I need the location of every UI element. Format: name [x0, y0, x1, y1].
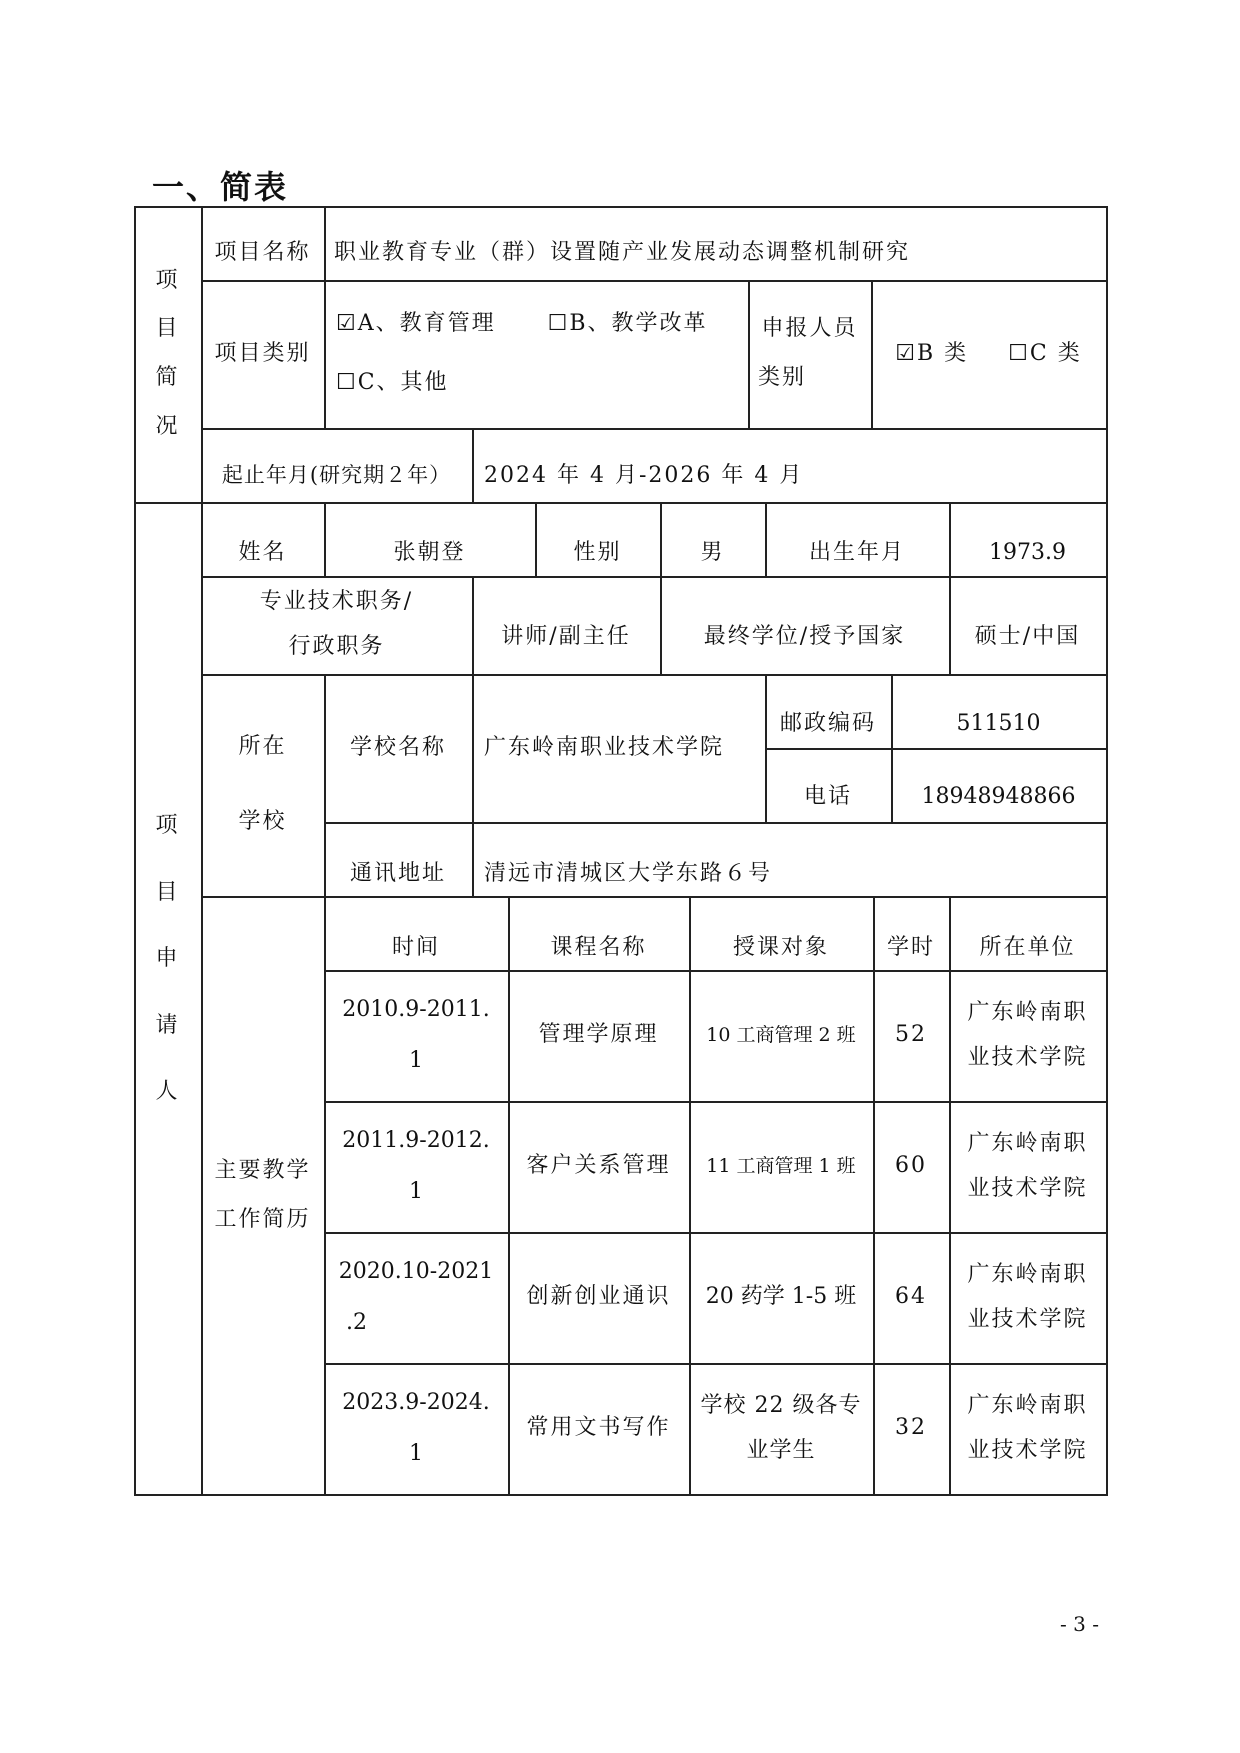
applicant-type-option-b[interactable]: ☑B 类 [895, 340, 969, 366]
row-time: 2010.9-2011. 1 [342, 996, 490, 1073]
row-unit: 广东岭南职 业技术学院 [967, 1130, 1088, 1201]
row-hours: 52 [895, 1022, 927, 1048]
birth-value: 1973.9 [989, 539, 1066, 565]
teaching-header-time: 时间 [391, 934, 440, 960]
gender-value: 男 [700, 539, 725, 565]
gender-label: 性别 [573, 539, 622, 565]
teaching-header-unit: 所在单位 [979, 934, 1076, 960]
name-label: 姓名 [238, 539, 287, 565]
address-value: 清远市清城区大学东路６号 [484, 860, 773, 886]
applicant-type-label: 申报人员 类别 [758, 316, 858, 390]
project-name-value: 职业教育专业（群）设置随产业发展动态调整机制研究 [334, 239, 911, 265]
row-course: 客户关系管理 [526, 1153, 671, 1179]
row-target: 学校 22 级各专 业学生 [700, 1392, 862, 1463]
degree-label: 最终学位/授予国家 [703, 623, 906, 649]
row-unit: 广东岭南职 业技术学院 [967, 1392, 1088, 1463]
row-time: 2023.9-2024. 1 [342, 1389, 490, 1466]
school-group-label: 所在 学校 [238, 734, 287, 834]
row-course: 管理学原理 [538, 1022, 659, 1048]
name-value: 张朝登 [393, 539, 466, 565]
project-category-options [324, 280, 748, 428]
row-time: 2011.9-2012. 1 [342, 1127, 490, 1204]
applicant-type-option-c[interactable]: ☐C 类 [1008, 340, 1082, 366]
row-course: 创新创业通识 [526, 1284, 671, 1310]
phone-value: 18948948866 [921, 783, 1076, 809]
teaching-header-target: 授课对象 [732, 934, 829, 960]
teaching-label: 主要教学 工作简历 [214, 1158, 311, 1232]
address-label: 通讯地址 [349, 860, 446, 886]
section-title: 一、简表 [152, 168, 289, 206]
phone-label: 电话 [803, 783, 852, 809]
row-unit: 广东岭南职 业技术学院 [967, 999, 1088, 1070]
row-hours: 60 [895, 1153, 927, 1179]
school-name-value: 广东岭南职业技术学院 [484, 734, 725, 760]
title-value: 讲师/副主任 [501, 623, 631, 649]
applicant-type-options [871, 280, 1106, 428]
period-value: 2024 年 4 月-2026 年 4 月 [484, 462, 804, 488]
degree-value: 硕士/中国 [974, 623, 1081, 649]
category-option-a[interactable]: ☑A、教育管理 [336, 311, 496, 337]
postcode-value: 511510 [956, 710, 1041, 736]
row-target: 20 药学 1-5 班 [705, 1284, 857, 1310]
page-number: - 3 - [1060, 1612, 1099, 1636]
project-name-label: 项目名称 [214, 239, 311, 265]
applicant-group-label: 项 目 申 请 人 [155, 813, 180, 1105]
row-target: 10 工商管理 2 班 [706, 1024, 856, 1047]
teaching-header-course: 课程名称 [550, 934, 647, 960]
row-target: 11 工商管理 1 班 [706, 1155, 856, 1178]
row-hours: 32 [895, 1415, 927, 1441]
title-label: 专业技术职务/ 行政职务 [259, 589, 414, 659]
period-label: 起止年月(研究期２年） [221, 463, 452, 488]
birth-label: 出生年月 [808, 539, 905, 565]
overview-group-label: 项 目 简 况 [155, 267, 180, 439]
teaching-header-hours: 学时 [886, 934, 935, 960]
row-time: 2020.10-2021 .2 [338, 1258, 494, 1335]
row-hours: 64 [895, 1284, 927, 1310]
postcode-label: 邮政编码 [779, 710, 876, 736]
category-option-b[interactable]: ☐B、教学改革 [547, 311, 708, 337]
row-unit: 广东岭南职 业技术学院 [967, 1261, 1088, 1332]
school-name-label: 学校名称 [349, 734, 446, 760]
project-category-label: 项目类别 [214, 340, 311, 366]
category-option-c[interactable]: ☐C、其他 [336, 370, 449, 395]
row-course: 常用文书写作 [526, 1415, 671, 1441]
